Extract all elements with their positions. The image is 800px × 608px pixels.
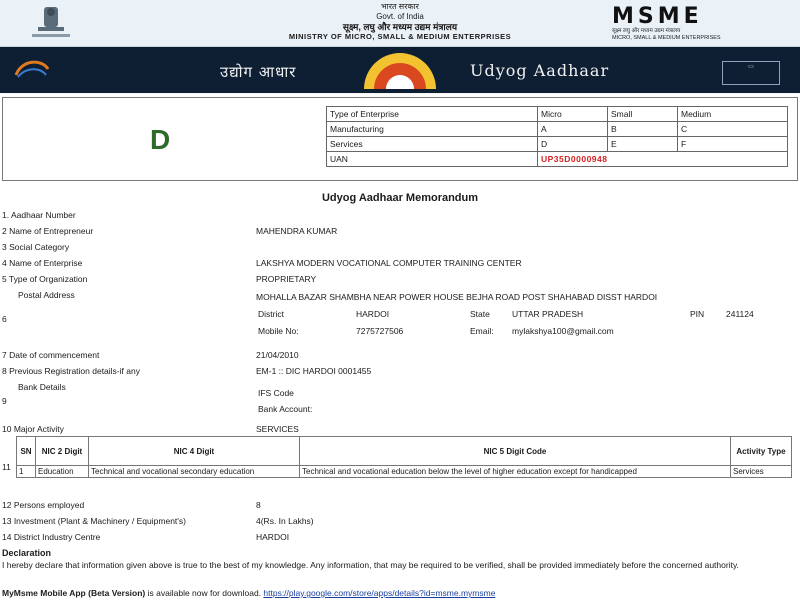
uan-value: UP35D0000948: [538, 152, 788, 167]
hindi-govt-text: भारत सरकार: [381, 2, 419, 11]
pin-label: PIN: [690, 309, 705, 319]
mobile-label: Mobile No:: [258, 326, 299, 336]
bank-account-label: Bank Account:: [258, 404, 313, 414]
national-emblem-icon: [28, 4, 74, 42]
column-header: SN: [17, 437, 36, 466]
commencement-date-label: 7 Date of commencement: [2, 350, 100, 360]
table-cell: Small: [608, 107, 678, 122]
state-value: UTTAR PRADESH: [512, 309, 584, 319]
declaration-heading: Declaration: [2, 548, 52, 558]
banner-right-badge: ▭: [722, 61, 780, 85]
column-header: NIC 2 Digit: [36, 437, 89, 466]
table-row: [327, 137, 788, 152]
table-cell: Medium: [678, 107, 788, 122]
table-cell: Services: [327, 137, 538, 152]
investment-label: 13 Investment (Plant & Machinery / Equipment's): [2, 516, 186, 526]
postal-address-label: Postal Address: [18, 290, 75, 300]
persons-employed-value: 8: [256, 500, 261, 510]
email-value: mylakshya100@gmail.com: [512, 326, 614, 336]
district-industry-centre-value: HARDOI: [256, 532, 290, 542]
table-cell: A: [538, 122, 608, 137]
memorandum-title: Udyog Aadhaar Memorandum: [321, 192, 479, 204]
table-cell: F: [678, 137, 788, 152]
ministry-text: MINISTRY OF MICRO, SMALL & MEDIUM ENTERPRISES: [288, 32, 512, 41]
major-activity-value: SERVICES: [256, 424, 299, 434]
msme-seal-icon: [358, 49, 442, 91]
table-row: [327, 107, 788, 122]
table-cell: D: [538, 137, 608, 152]
top-header: [0, 0, 800, 47]
table-cell: Services: [731, 466, 792, 478]
app-availability-text: is available now for download.: [145, 588, 264, 598]
banner-hindi-title: उद्योग आधार: [220, 63, 297, 81]
msme-brand-hindi: सूक्ष्म लघु और मध्यम उद्यम मंत्रालय: [612, 28, 681, 34]
nic-code-table: [16, 436, 792, 478]
organization-type-label: 5 Type of Organization: [2, 274, 88, 284]
field-9-number: 9: [2, 396, 7, 406]
msme-logo: [612, 6, 762, 40]
msme-brand-english: MICRO, SMALL & MEDIUM ENTERPRISES: [612, 35, 721, 41]
bank-details-label: Bank Details: [18, 382, 66, 392]
mobile-value: 7275727506: [356, 326, 404, 336]
column-header: NIC 4 Digit: [89, 437, 300, 466]
table-cell: C: [678, 122, 788, 137]
enterprise-name-label: 4 Name of Enterprise: [2, 258, 83, 268]
district-label: District: [258, 309, 284, 319]
app-name: MyMsme Mobile App (Beta Version): [2, 588, 146, 598]
government-heading: [230, 2, 570, 42]
table-cell: B: [608, 122, 678, 137]
district-industry-centre-label: 14 District Industry Centre: [2, 532, 101, 542]
banner-title: Udyog Aadhaar: [470, 61, 610, 80]
pin-value: 241124: [726, 309, 754, 319]
social-category-label: 3 Social Category: [2, 242, 70, 252]
enterprise-type-table: [326, 106, 788, 167]
district-value: HARDOI: [356, 309, 390, 319]
table-cell: Type of Enterprise: [327, 107, 538, 122]
enterprise-name-value: LAKSHYA MODERN VOCATIONAL COMPUTER TRAINING CENTER: [256, 258, 522, 268]
govt-text: Govt. of India: [376, 12, 424, 21]
table-row: [17, 466, 792, 478]
postal-address-value: MOHALLA BAZAR SHAMBHA NEAR POWER HOUSE BEJHA ROAD POST SHAHABAD DISST HARDOI: [256, 292, 658, 302]
ifs-code-label: IFS Code: [258, 388, 294, 398]
table-row: [327, 152, 788, 167]
category-letter: D: [150, 124, 171, 155]
previous-registration-value: EM-1 :: DIC HARDOI 0001455: [256, 366, 372, 376]
entrepreneur-name-value: MAHENDRA KUMAR: [256, 226, 338, 236]
mobile-app-notice: [2, 588, 495, 598]
banner: [0, 47, 800, 93]
table-cell: Technical and vocational education below the level of higher education except for handicapped: [300, 466, 731, 478]
msme-brand-text: MSME: [612, 4, 703, 29]
commencement-date-value: 21/04/2010: [256, 350, 299, 360]
email-label: Email:: [470, 326, 494, 336]
state-label: State: [470, 309, 490, 319]
table-cell: 1: [17, 466, 36, 478]
field-6-number: 6: [2, 314, 7, 324]
table-cell: Manufacturing: [327, 122, 538, 137]
field-11-number: 11: [2, 462, 11, 472]
table-cell: E: [608, 137, 678, 152]
swirl-logo-icon: [12, 57, 52, 81]
declaration-text: I hereby declare that information given above is true to the best of my knowledge. Any information, that may be required to be verified, shall be provided immediately before the concerned authority.: [2, 560, 739, 570]
table-cell: Education: [36, 466, 89, 478]
previous-registration-label: 8 Previous Registration details-if any: [2, 366, 140, 376]
aadhaar-number-label: 1. Aadhaar Number: [2, 210, 76, 220]
uan-label: UAN: [327, 152, 538, 167]
table-header-row: [17, 437, 792, 466]
table-cell: Technical and vocational secondary education: [89, 466, 300, 478]
entrepreneur-name-label: 2 Name of Entrepreneur: [2, 226, 94, 236]
major-activity-label: 10 Major Activity: [2, 424, 64, 434]
column-header: NIC 5 Digit Code: [300, 437, 731, 466]
persons-employed-label: 12 Persons employed: [2, 500, 85, 510]
column-header: Activity Type: [731, 437, 792, 466]
table-row: [327, 122, 788, 137]
table-cell: Micro: [538, 107, 608, 122]
app-download-link[interactable]: https://play.google.com/store/apps/details?id=msme.mymsme: [263, 588, 496, 598]
organization-type-value: PROPRIETARY: [256, 274, 317, 284]
investment-value: 4(Rs. In Lakhs): [256, 516, 314, 526]
memorandum-document: [0, 94, 800, 608]
hindi-ministry-text: सूक्ष्म, लघु और मध्यम उद्यम मंत्रालय: [342, 22, 458, 32]
